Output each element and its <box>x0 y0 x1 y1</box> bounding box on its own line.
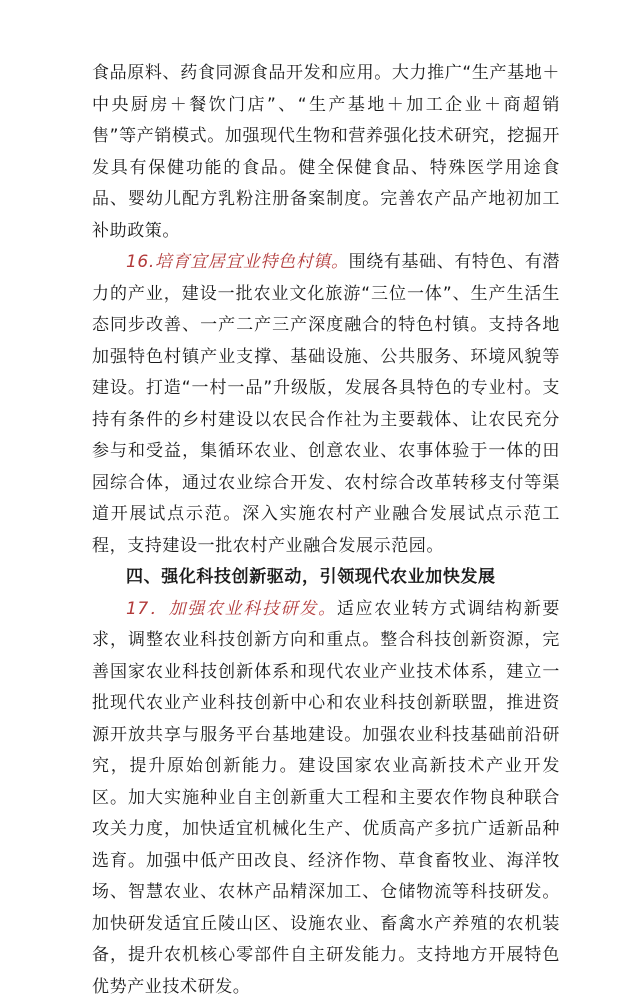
paragraph-item-17 <box>92 594 560 1003</box>
document-page <box>92 58 560 1003</box>
item-16-text: 围绕有基础、有特色、有潜力的产业，建设一批农业文化旅游“三位一体”、生产生活生态同步改善、一产二产三产深度融合的特色村镇。支持各地加强特色村镇产业支撑、基础设施、公共服务、环境风貌等建设。打造“一村一品”升级版，发展各具特色的专业村。支持有条件的乡村建设以农民合作社为主要载体、让农民充分参与和受益，集循环农业、创意农业、农事体验于一体的田园综合体，通过农业综合开发、农村综合改革转移支付等渠道开展试点示范。深入实施农村产业融合发展试点示范工程，支持建设一批农村产业融合发展示范园。 <box>92 252 560 556</box>
item-17-text: 适应农业转方式调结构新要求，调整农业科技创新方向和重点。整合科技创新资源，完善国家农业科技创新体系和现代农业产业技术体系，建立一批现代农业产业科技创新中心和农业科技创新联盟，推进资源开放共享与服务平台基地建设。加强农业科技基础前沿研究，提升原始创新能力。建设国家农业高新技术产业开发区。加大实施种业自主创新重大工程和主要农作物良种联合攻关力度，加快适宜机械化生产、优质高产多抗广适新品种选育。加强中低产田改良、经济作物、草食畜牧业、海洋牧场、智慧农业、农林产品精深加工、仓储物流等科技研发。加快研发适宜丘陵山区、设施农业、畜禽水产养殖的农机装备，提升农机核心零部件自主研发能力。支持地方开展特色优势产业技术研发。 <box>92 599 560 997</box>
item-16-lead: 16.培育宜居宜业特色村镇。 <box>126 252 349 272</box>
section-heading-4: 四、强化科技创新驱动，引领现代农业加快发展 <box>92 562 560 594</box>
item-17-lead: 17．加强农业科技研发。 <box>126 599 337 619</box>
paragraph-item-16 <box>92 247 560 562</box>
paragraph-food-industry <box>92 58 560 247</box>
paragraph-text: 食品原料、药食同源食品开发和应用。大力推广“生产基地＋中央厨房＋餐饮门店”、“生产基地＋加工企业＋商超销售”等产销模式。加强现代生物和营养强化技术研究，挖掘开发具有保健功能的食品。健全保健食品、特殊医学用途食品、婴幼儿配方乳粉注册备案制度。完善农产品产地初加工补助政策。 <box>92 63 560 241</box>
